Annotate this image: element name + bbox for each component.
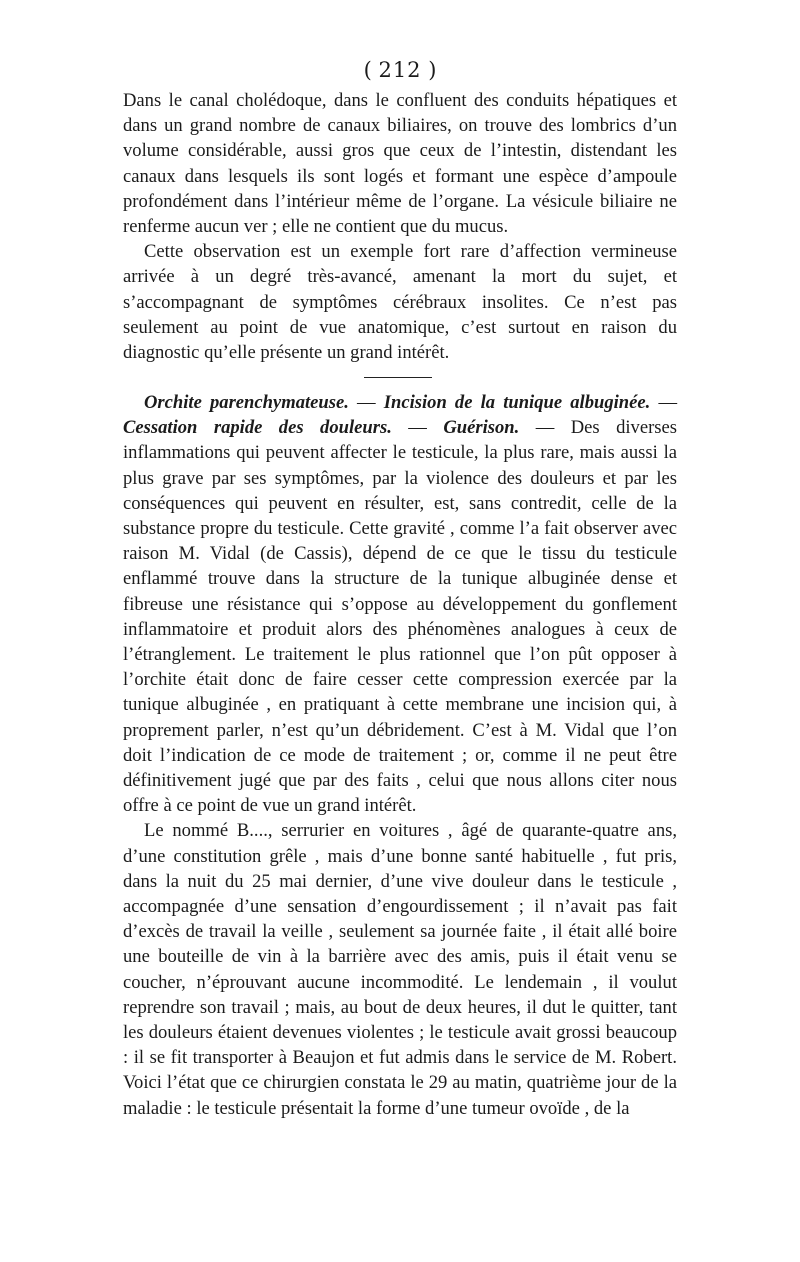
page-number: ( 212 ) — [363, 58, 437, 82]
paragraph-case: Le nommé B...., serrurier en voitures , âgé de quarante-quatre ans, d’une constitution grêle , mais d’une bonne santé habituelle , fut pris, dans la nuit du 25 mai dernier, d’une vive douleur dans le testicule , accompagnée d’une sensation d’engourdissement ; il n’avait pas fait d’excès de travail la veille , seulement sa journée faite , il était allé boire une bouteille de vin à la barrière avec des amis, puis il était venu se coucher, n’éprouvant aucune incommodité. Le lendemain , il voulut reprendre son travail ; mais, au bout de deux heures, il dut le quitter, tant les douleurs étaient devenues violentes ; le testicule avait grossi beaucoup : il se fit transporter à Beaujon et fut admis dans le service de M. Robert. Voici l’état que ce chirurgien constata le 29 au matin, quatrième jour de la maladie : le testicule présentait la forme d’une tumeur ovoïde , de la — [123, 820, 677, 1119]
section-title-4: Guérison. — [443, 417, 520, 439]
section-title-2: Incision de la tunique albuginée. — [383, 392, 651, 413]
title-dash-3: — — [391, 417, 444, 439]
title-dash-1: — — [348, 392, 384, 413]
text-block-top — [123, 88, 677, 365]
section-title-3: Cessation rapide des douleurs. — [123, 417, 392, 439]
section-paragraph — [123, 390, 677, 818]
title-dash-4: — — [519, 417, 571, 439]
text-block-section — [123, 390, 677, 1121]
section-divider — [364, 377, 432, 378]
paragraph-1: Dans le canal cholédoque, dans le confluent des conduits hépatiques et dans un grand nombre de canaux biliaires, on trouve des lombrics d’un volume considérable, aussi gros que ceux de l’intestin, distendant les canaux dans lesquels ils sont logés et formant une espèce d’ampoule profondément dans l’intérieur même de l’organe. La vésicule biliaire ne renferme aucun ver ; elle ne contient que du mucus. — [123, 90, 677, 238]
title-dash-2: — — [658, 392, 678, 413]
section-title-1: Orchite parenchymateuse. — [144, 392, 349, 413]
paragraph-2: Cette observation est un exemple fort rare d’affection vermineuse arrivée à un degré très-avancé, amenant la mort du sujet, et s’accompagnant de symptômes cérébraux insolites. Ce n’est pas seulement au point de vue anatomique, c’est surtout en raison du diagnostic qu’elle présente un grand intérêt. — [123, 241, 677, 364]
section-text: Des diverses inflammations qui peuvent affecter le testicule, la plus rare, mais aussi la plus grave par ses symptômes, par la violence des douleurs et par les conséquences qui peuvent en résulter, est, sans contredit, celle de la substance propre du testicule. Cette gravité , comme l’a fait observer avec raison M. Vidal (de Cassis), dépend de ce que le tissu du testicule enflammé trouve dans la structure de la tunique albuginée dense et fibreuse une résistance qui s’oppose au développement du gonflement inflammatoire et produit alors des phénomènes analogues à ceux de l’étranglement. Le traitement le plus rationnel que l’on pût opposer à l’orchite était donc de faire cesser cette compression exercée par la tunique albuginée , en pratiquant à cette membrane une incision qui, à proprement parler, n’est qu’un débridement. C’est à M. Vidal que l’on doit l’indication de ce mode de traitement ; or, comme il ne peut être définitivement jugé que par des faits , celui que nous allons citer nous offre à ce point de vue un grand intérêt. — [123, 417, 678, 817]
